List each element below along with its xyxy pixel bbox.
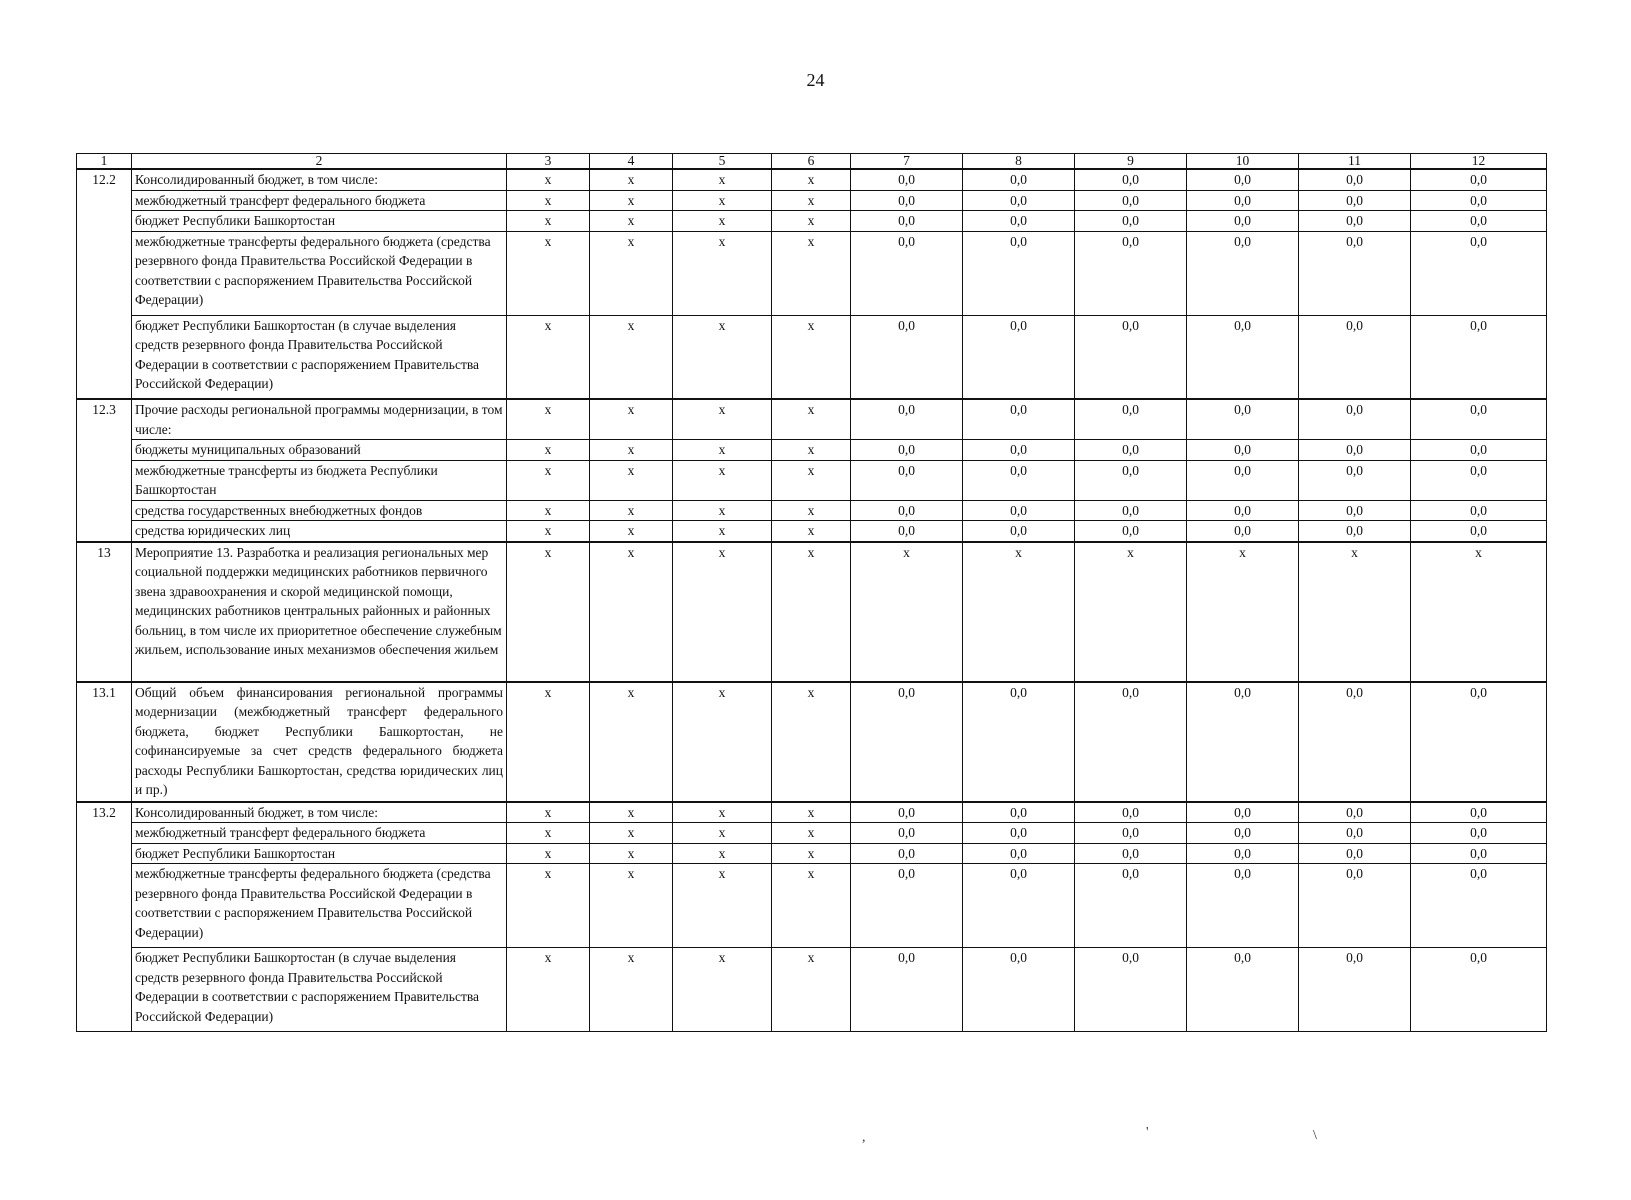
value-cell: 0,0 — [1075, 843, 1187, 864]
value-cell: 0,0 — [1187, 521, 1299, 542]
row-description: межбюджетные трансферты из бюджета Республики Башкортостан — [132, 460, 507, 500]
value-cell: 0,0 — [1299, 440, 1411, 461]
value-cell: 0,0 — [1411, 500, 1547, 521]
value-cell: х — [673, 399, 772, 440]
value-cell: 0,0 — [1299, 864, 1411, 948]
value-cell: 0,0 — [1075, 231, 1187, 315]
table-row — [77, 190, 1547, 211]
value-cell: 0,0 — [1187, 823, 1299, 844]
value-cell: 0,0 — [963, 823, 1075, 844]
value-cell: х — [507, 460, 590, 500]
value-cell: 0,0 — [851, 682, 963, 802]
value-cell: х — [507, 864, 590, 948]
row-description: Консолидированный бюджет, в том числе: — [132, 802, 507, 823]
value-cell: 0,0 — [1411, 521, 1547, 542]
value-cell: 0,0 — [1299, 948, 1411, 1032]
row-description: межбюджетный трансферт федерального бюджета — [132, 190, 507, 211]
value-cell: 0,0 — [851, 864, 963, 948]
value-cell: 0,0 — [1411, 802, 1547, 823]
value-cell: 0,0 — [851, 169, 963, 190]
row-number: 13 — [77, 542, 132, 682]
row-description: межбюджетный трансферт федерального бюджета — [132, 823, 507, 844]
value-cell: 0,0 — [1075, 682, 1187, 802]
value-cell: х — [590, 823, 673, 844]
value-cell: х — [772, 190, 851, 211]
value-cell: 0,0 — [851, 843, 963, 864]
value-cell: 0,0 — [1187, 169, 1299, 190]
value-cell: 0,0 — [1411, 864, 1547, 948]
value-cell: х — [673, 231, 772, 315]
value-cell: 0,0 — [1187, 399, 1299, 440]
value-cell: х — [673, 211, 772, 232]
value-cell: 0,0 — [963, 500, 1075, 521]
value-cell: х — [772, 843, 851, 864]
value-cell: х — [673, 542, 772, 682]
value-cell: 0,0 — [1299, 843, 1411, 864]
header-cell: 5 — [673, 154, 772, 170]
value-cell: х — [772, 864, 851, 948]
value-cell: 0,0 — [963, 948, 1075, 1032]
header-cell: 12 — [1411, 154, 1547, 170]
header-cell: 2 — [132, 154, 507, 170]
value-cell: 0,0 — [1075, 315, 1187, 399]
value-cell: х — [1411, 542, 1547, 682]
value-cell: 0,0 — [963, 211, 1075, 232]
table-row — [77, 440, 1547, 461]
table-row — [77, 948, 1547, 1032]
value-cell: х — [673, 843, 772, 864]
value-cell: 0,0 — [963, 440, 1075, 461]
table-row — [77, 500, 1547, 521]
value-cell: 0,0 — [963, 169, 1075, 190]
value-cell: 0,0 — [1299, 521, 1411, 542]
row-number: 13.2 — [77, 802, 132, 1032]
value-cell: х — [507, 190, 590, 211]
value-cell: х — [772, 399, 851, 440]
value-cell: 0,0 — [1187, 500, 1299, 521]
value-cell: х — [1187, 542, 1299, 682]
value-cell: х — [772, 440, 851, 461]
value-cell: х — [507, 500, 590, 521]
value-cell: 0,0 — [1299, 190, 1411, 211]
row-description: бюджет Республики Башкортостан (в случае выделения средств резервного фонда Правительства Российской Федерации в соответствии с распоряжением Правительства Российской Федерации) — [132, 315, 507, 399]
value-cell: х — [507, 948, 590, 1032]
value-cell: х — [673, 802, 772, 823]
value-cell: 0,0 — [1187, 440, 1299, 461]
table-row — [77, 315, 1547, 399]
value-cell: х — [772, 211, 851, 232]
value-cell: 0,0 — [851, 315, 963, 399]
value-cell: х — [507, 315, 590, 399]
value-cell: 0,0 — [963, 190, 1075, 211]
value-cell: 0,0 — [1299, 211, 1411, 232]
value-cell: х — [507, 682, 590, 802]
row-description: средства государственных внебюджетных фондов — [132, 500, 507, 521]
header-row — [77, 154, 1547, 170]
value-cell: х — [507, 169, 590, 190]
value-cell: 0,0 — [1299, 399, 1411, 440]
value-cell: х — [772, 542, 851, 682]
value-cell: х — [590, 682, 673, 802]
value-cell: 0,0 — [1411, 399, 1547, 440]
value-cell: 0,0 — [963, 682, 1075, 802]
value-cell: 0,0 — [1299, 500, 1411, 521]
value-cell: 0,0 — [851, 802, 963, 823]
value-cell: х — [673, 460, 772, 500]
table-row — [77, 399, 1547, 440]
stray-mark: , — [862, 1130, 866, 1145]
value-cell: 0,0 — [963, 521, 1075, 542]
stray-mark: \ — [1313, 1128, 1317, 1143]
value-cell: х — [590, 169, 673, 190]
row-description: Консолидированный бюджет, в том числе: — [132, 169, 507, 190]
row-description: средства юридических лиц — [132, 521, 507, 542]
value-cell: х — [673, 190, 772, 211]
value-cell: х — [507, 399, 590, 440]
header-cell: 11 — [1299, 154, 1411, 170]
value-cell: х — [772, 169, 851, 190]
table-row — [77, 682, 1547, 802]
row-description: межбюджетные трансферты федерального бюджета (средства резервного фонда Правительства Российской Федерации в соответствии с распоряжением Правительства Российской Федерации) — [132, 231, 507, 315]
value-cell: х — [590, 542, 673, 682]
value-cell: 0,0 — [1075, 399, 1187, 440]
value-cell: х — [590, 211, 673, 232]
value-cell: 0,0 — [1411, 460, 1547, 500]
value-cell: х — [772, 500, 851, 521]
header-cell: 1 — [77, 154, 132, 170]
value-cell: 0,0 — [1299, 682, 1411, 802]
value-cell: 0,0 — [851, 399, 963, 440]
value-cell: 0,0 — [851, 500, 963, 521]
value-cell: 0,0 — [1187, 802, 1299, 823]
row-number: 12.3 — [77, 399, 132, 542]
row-description: бюджет Республики Башкортостан — [132, 211, 507, 232]
value-cell: х — [507, 542, 590, 682]
value-cell: 0,0 — [1411, 169, 1547, 190]
value-cell: 0,0 — [1075, 211, 1187, 232]
value-cell: 0,0 — [1075, 823, 1187, 844]
header-cell: 7 — [851, 154, 963, 170]
value-cell: х — [772, 948, 851, 1032]
value-cell: х — [673, 823, 772, 844]
row-description: межбюджетные трансферты федерального бюджета (средства резервного фонда Правительства Российской Федерации в соответствии с распоряжением Правительства Российской Федерации) — [132, 864, 507, 948]
value-cell: х — [590, 315, 673, 399]
value-cell: 0,0 — [1075, 440, 1187, 461]
header-cell: 4 — [590, 154, 673, 170]
stray-mark: ' — [1146, 1125, 1149, 1140]
value-cell: 0,0 — [1187, 190, 1299, 211]
value-cell: 0,0 — [963, 843, 1075, 864]
table-row — [77, 823, 1547, 844]
table-row — [77, 521, 1547, 542]
value-cell: 0,0 — [1299, 802, 1411, 823]
value-cell: х — [772, 315, 851, 399]
value-cell: 0,0 — [1299, 169, 1411, 190]
value-cell: 0,0 — [851, 521, 963, 542]
value-cell: х — [772, 521, 851, 542]
value-cell: х — [507, 211, 590, 232]
table-row — [77, 843, 1547, 864]
value-cell: х — [507, 823, 590, 844]
value-cell: 0,0 — [1411, 190, 1547, 211]
row-description: бюджет Республики Башкортостан — [132, 843, 507, 864]
value-cell: 0,0 — [1075, 864, 1187, 948]
value-cell: х — [673, 864, 772, 948]
value-cell: 0,0 — [1411, 231, 1547, 315]
table-row — [77, 802, 1547, 823]
value-cell: 0,0 — [1411, 440, 1547, 461]
value-cell: х — [673, 948, 772, 1032]
value-cell: 0,0 — [851, 823, 963, 844]
value-cell: 0,0 — [1075, 948, 1187, 1032]
value-cell: 0,0 — [851, 460, 963, 500]
table-row — [77, 542, 1547, 682]
table-row — [77, 231, 1547, 315]
value-cell: 0,0 — [1187, 682, 1299, 802]
value-cell: 0,0 — [1411, 823, 1547, 844]
value-cell: 0,0 — [1411, 948, 1547, 1032]
value-cell: х — [590, 948, 673, 1032]
value-cell: 0,0 — [1299, 460, 1411, 500]
header-cell: 8 — [963, 154, 1075, 170]
value-cell: 0,0 — [851, 440, 963, 461]
value-cell: х — [590, 440, 673, 461]
value-cell: 0,0 — [1411, 315, 1547, 399]
value-cell: х — [1299, 542, 1411, 682]
value-cell: 0,0 — [1299, 823, 1411, 844]
value-cell: 0,0 — [1411, 211, 1547, 232]
value-cell: 0,0 — [851, 211, 963, 232]
header-cell: 10 — [1187, 154, 1299, 170]
value-cell: 0,0 — [963, 399, 1075, 440]
row-number: 13.1 — [77, 682, 132, 802]
value-cell: х — [772, 823, 851, 844]
value-cell: 0,0 — [1075, 500, 1187, 521]
value-cell: х — [590, 190, 673, 211]
value-cell: х — [673, 315, 772, 399]
value-cell: 0,0 — [1187, 948, 1299, 1032]
row-description: бюджеты муниципальных образований — [132, 440, 507, 461]
table-row — [77, 211, 1547, 232]
value-cell: 0,0 — [963, 864, 1075, 948]
value-cell: 0,0 — [1075, 169, 1187, 190]
value-cell: 0,0 — [1075, 460, 1187, 500]
header-cell: 3 — [507, 154, 590, 170]
value-cell: 0,0 — [1187, 843, 1299, 864]
value-cell: х — [851, 542, 963, 682]
value-cell: х — [1075, 542, 1187, 682]
header-cell: 9 — [1075, 154, 1187, 170]
value-cell: 0,0 — [1411, 843, 1547, 864]
value-cell: х — [590, 802, 673, 823]
value-cell: х — [772, 682, 851, 802]
value-cell: 0,0 — [1299, 231, 1411, 315]
value-cell: 0,0 — [1187, 211, 1299, 232]
value-cell: х — [673, 521, 772, 542]
value-cell: х — [590, 843, 673, 864]
value-cell: х — [507, 521, 590, 542]
value-cell: 0,0 — [1187, 864, 1299, 948]
value-cell: 0,0 — [1411, 682, 1547, 802]
row-number: 12.2 — [77, 169, 132, 399]
value-cell: х — [673, 682, 772, 802]
value-cell: х — [590, 864, 673, 948]
row-description: бюджет Республики Башкортостан (в случае выделения средств резервного фонда Правительства Российской Федерации в соответствии с распоряжением Правительства Российской Федерации) — [132, 948, 507, 1032]
table-row — [77, 169, 1547, 190]
header-cell: 6 — [772, 154, 851, 170]
value-cell: 0,0 — [851, 231, 963, 315]
value-cell: 0,0 — [963, 315, 1075, 399]
row-description: Мероприятие 13. Разработка и реализация региональных мер социальной поддержки медицинских работников первичного звена здравоохранения и скорой медицинской помощи, медицинских работников центральных районных и районных больниц, в том числе их приоритетное обеспечение служебным жильем, использование иных механизмов обеспечения жильем — [132, 542, 507, 682]
value-cell: 0,0 — [963, 460, 1075, 500]
value-cell: 0,0 — [1075, 521, 1187, 542]
table-row — [77, 864, 1547, 948]
row-description: Общий объем финансирования региональной программы модернизации (межбюджетный трансферт федерального бюджета, бюджет Республики Башкортостан, не софинансируемые за счет средств федерального бюджета расходы Республики Башкортостан, средства юридических лиц и пр.) — [132, 682, 507, 802]
value-cell: 0,0 — [1187, 315, 1299, 399]
value-cell: 0,0 — [1187, 231, 1299, 315]
value-cell: х — [507, 843, 590, 864]
value-cell: 0,0 — [851, 190, 963, 211]
value-cell: х — [590, 231, 673, 315]
value-cell: 0,0 — [1299, 315, 1411, 399]
value-cell: х — [772, 802, 851, 823]
value-cell: 0,0 — [1075, 802, 1187, 823]
value-cell: 0,0 — [1187, 460, 1299, 500]
value-cell: х — [590, 500, 673, 521]
value-cell: х — [590, 521, 673, 542]
value-cell: х — [590, 399, 673, 440]
value-cell: х — [673, 500, 772, 521]
value-cell: х — [772, 231, 851, 315]
value-cell: х — [590, 460, 673, 500]
value-cell: х — [507, 231, 590, 315]
value-cell: х — [507, 802, 590, 823]
value-cell: х — [673, 440, 772, 461]
value-cell: 0,0 — [1075, 190, 1187, 211]
value-cell: х — [507, 440, 590, 461]
value-cell: х — [963, 542, 1075, 682]
value-cell: 0,0 — [963, 802, 1075, 823]
value-cell: х — [673, 169, 772, 190]
table-row — [77, 460, 1547, 500]
value-cell: 0,0 — [851, 948, 963, 1032]
row-description: Прочие расходы региональной программы модернизации, в том числе: — [132, 399, 507, 440]
page-number: 24 — [806, 70, 825, 90]
financing-table — [76, 153, 1547, 1032]
value-cell: 0,0 — [963, 231, 1075, 315]
value-cell: х — [772, 460, 851, 500]
